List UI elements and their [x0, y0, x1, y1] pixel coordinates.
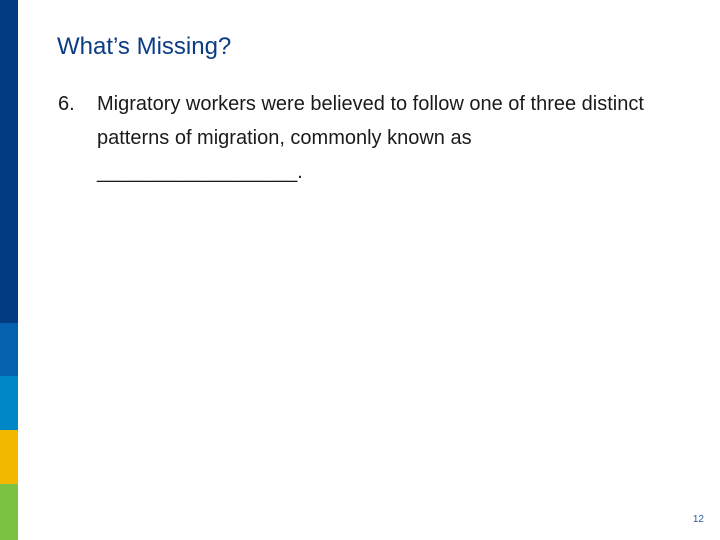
- side-bar-green-segment: [0, 484, 18, 540]
- side-color-bar: [0, 0, 18, 540]
- question-text: Migratory workers were believed to follow one of three distinct patterns of migration, commonly known as __________________.: [97, 93, 644, 183]
- side-bar-blue-segment: [0, 323, 18, 376]
- question-number: 6.: [58, 93, 75, 115]
- side-bar-yellow-segment: [0, 430, 18, 484]
- slide-title: What’s Missing?: [57, 33, 232, 60]
- question-item: [58, 87, 678, 189]
- side-bar-cyan-segment: [0, 376, 18, 430]
- side-bar-navy-segment: [0, 0, 18, 323]
- page-number: 12: [692, 514, 704, 525]
